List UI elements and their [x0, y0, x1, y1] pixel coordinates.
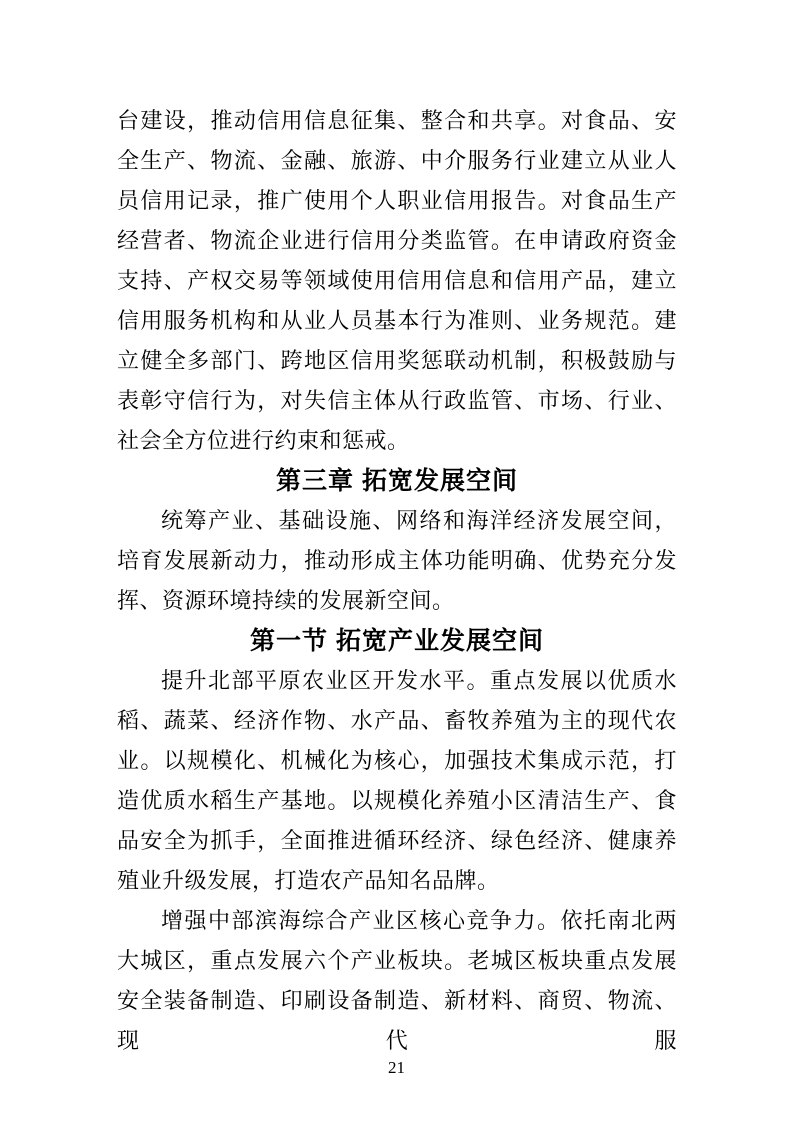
- paragraph-central-coastal-industry: 增强中部滨海综合产业区核心竞争力。依托南北两大城区，重点发展六个产业板块。老城区板块重点发展安全装备制造、印刷设备制造、新材料、商贸、物流、现代服: [117, 908, 677, 1053]
- chapter-heading: 第三章 拓宽发展空间: [276, 467, 518, 495]
- paragraph-chapter-intro: 统筹产业、基础设施、网络和海洋经济发展空间，培育发展新动力，推动形成主体功能明确、优势充分发挥、资源环境持续的发展新空间。: [117, 508, 677, 613]
- paragraph-north-plain-agriculture: 提升北部平原农业区开发水平。重点发展以优质水稻、蔬菜、经济作物、水产品、畜牧养殖为主的现代农业。以规模化、机械化为核心，加强技术集成示范，打造优质水稻生产基地。以规模化养殖小区清洁生产、食品安全为抓手，全面推进循环经济、绿色经济、健康养殖业升级发展，打造农产品知名品牌。: [117, 668, 677, 893]
- document-body: [117, 101, 677, 1061]
- section-heading: 第一节 拓宽产业发展空间: [250, 627, 544, 655]
- paragraph-credit-system: 台建设，推动信用信息征集、整合和共享。对食品、安全生产、物流、金融、旅游、中介服务行业建立从业人员信用记录，推广使用个人职业信用报告。对食品生产经营者、物流企业进行信用分类监管。在申请政府资金支持、产权交易等领域使用信用信息和信用产品，建立信用服务机构和从业人员基本行为准则、业务规范。建立健全多部门、跨地区信用奖惩联动机制，积极鼓励与表彰守信行为，对失信主体从行政监管、市场、行业、社会全方位进行约束和惩戒。: [117, 108, 677, 453]
- page-number: 21: [388, 1058, 405, 1077]
